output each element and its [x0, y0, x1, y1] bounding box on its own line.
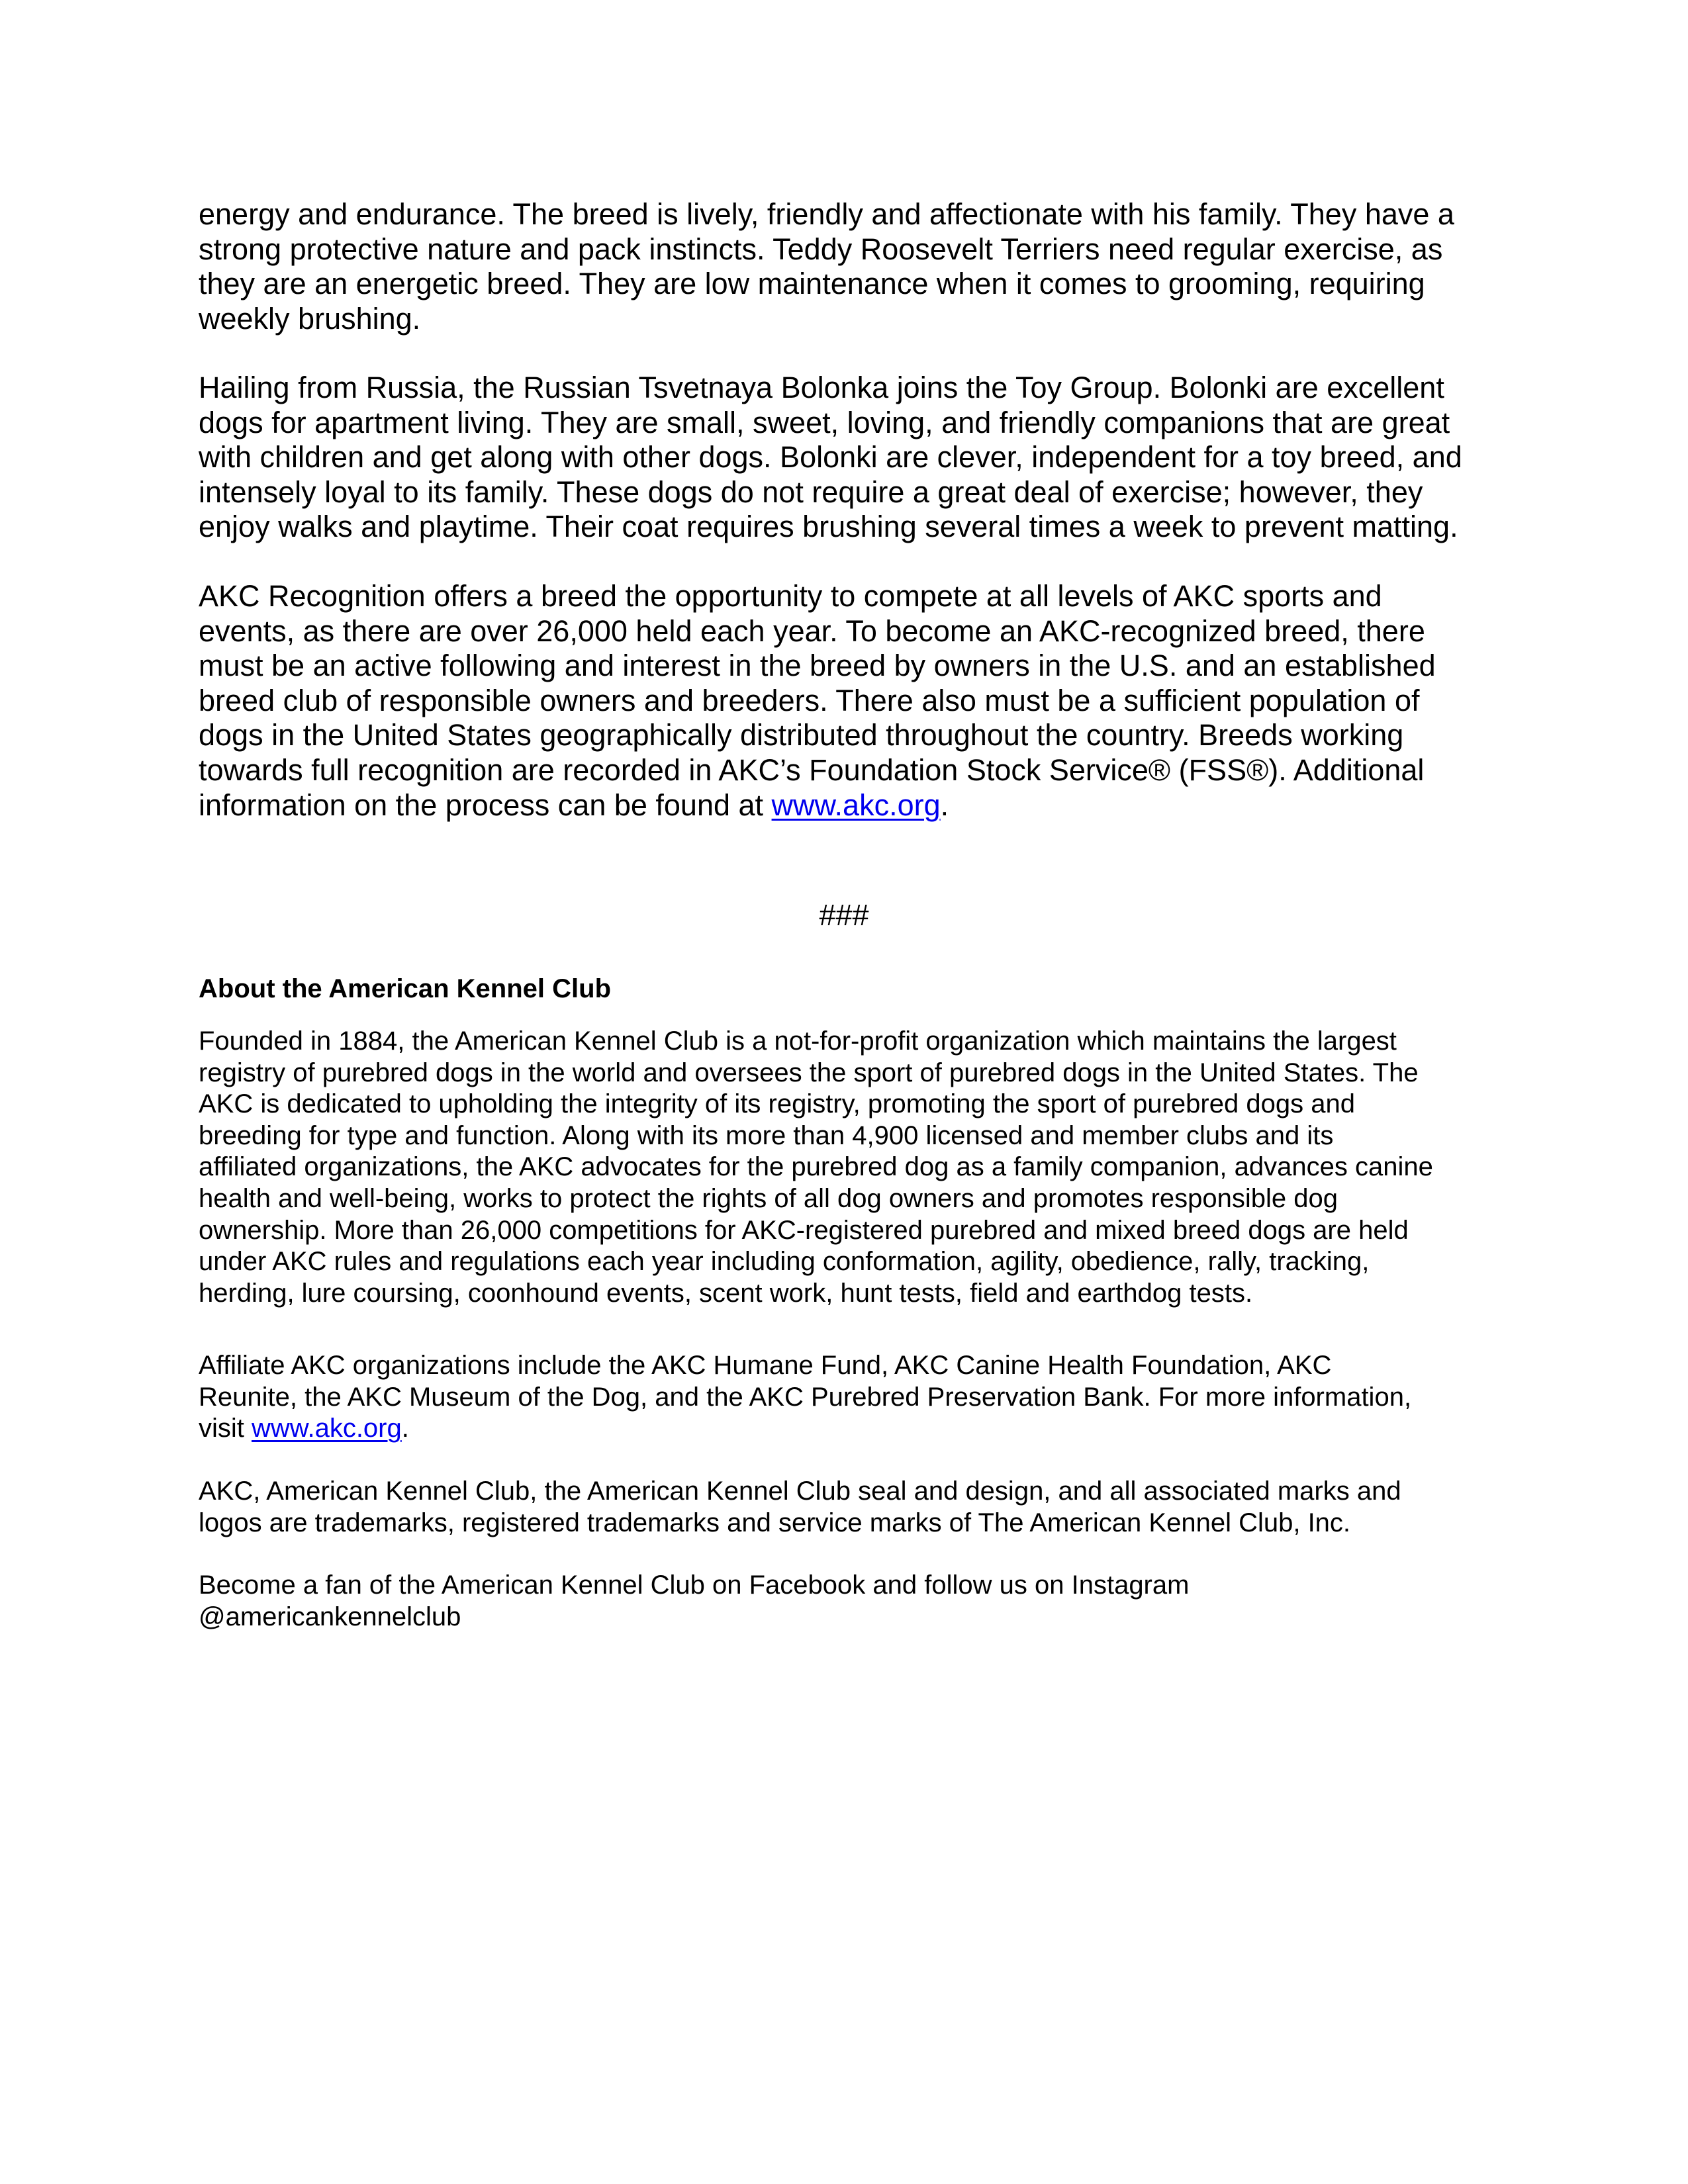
- text-line: breed club of responsible owners and breeders. There also must be a sufficient population of: [199, 683, 1420, 717]
- paragraph-russian-tsvetnaya-bolonka: [199, 371, 1462, 545]
- akc-website-link[interactable]: www.akc.org: [771, 788, 941, 822]
- text-line: towards full recognition are recorded in AKC’s Foundation Stock Service® (FSS®). Additional: [199, 752, 1425, 787]
- text-line: logos are trademarks, registered trademarks and service marks of The American Kennel Club, Inc.: [199, 1508, 1351, 1537]
- text-line: enjoy walks and playtime. Their coat requires brushing several times a week to prevent matting.: [199, 510, 1458, 544]
- paragraph-akc-recognition: [199, 579, 1436, 823]
- text-line: AKC, American Kennel Club, the American Kennel Club seal and design, and all associated marks and: [199, 1477, 1401, 1506]
- paragraph-social: [199, 1570, 1189, 1633]
- text-line: energy and endurance. The breed is lively, friendly and affectionate with his family. They have a: [199, 197, 1454, 231]
- text-segment: .: [940, 788, 949, 822]
- text-line: events, as there are over 26,000 held each year. To become an AKC-recognized breed, there: [199, 614, 1425, 648]
- end-of-release-separator: ###: [819, 898, 869, 932]
- text-line: [199, 1413, 1411, 1445]
- text-line: dogs for apartment living. They are small, sweet, loving, and friendly companions that are great: [199, 405, 1450, 439]
- text-line: under AKC rules and regulations each year including conformation, agility, obedience, rally, tracking,: [199, 1247, 1370, 1277]
- text-line: Reunite, the AKC Museum of the Dog, and the AKC Purebred Preservation Bank. For more information,: [199, 1382, 1412, 1412]
- text-line: Founded in 1884, the American Kennel Club is a not-for-profit organization which maintains the largest: [199, 1026, 1397, 1056]
- text-line: [199, 788, 1436, 823]
- text-line: ownership. More than 26,000 competitions for AKC-registered purebred and mixed breed dogs are held: [199, 1215, 1409, 1245]
- paragraph-trademarks: [199, 1476, 1401, 1539]
- text-line: breeding for type and function. Along with its more than 4,900 licensed and member clubs and its: [199, 1120, 1334, 1150]
- paragraph-about-akc: [199, 1026, 1433, 1309]
- text-line: strong protective nature and pack instincts. Teddy Roosevelt Terriers need regular exercise, as: [199, 232, 1443, 266]
- text-line: herding, lure coursing, coonhound events, scent work, hunt tests, field and earthdog tests.: [199, 1278, 1253, 1308]
- text-line: weekly brushing.: [199, 301, 421, 336]
- text-line: they are an energetic breed. They are low maintenance when it comes to grooming, requiring: [199, 267, 1425, 301]
- text-line: dogs in the United States geographically distributed throughout the country. Breeds working: [199, 718, 1404, 752]
- text-line: AKC Recognition offers a breed the opportunity to compete at all levels of AKC sports and: [199, 579, 1382, 613]
- paragraph-teddy-roosevelt-terrier: [199, 197, 1454, 336]
- text-line: AKC is dedicated to upholding the integrity of its registry, promoting the sport of purebred dogs and: [199, 1089, 1355, 1119]
- text-line: Hailing from Russia, the Russian Tsvetnaya Bolonka joins the Toy Group. Bolonki are excellent: [199, 371, 1444, 404]
- text-line: with children and get along with other dogs. Bolonki are clever, independent for a toy breed, and: [199, 440, 1462, 475]
- text-line: must be an active following and interest in the breed by owners in the U.S. and an established: [199, 649, 1436, 683]
- text-line: affiliated organizations, the AKC advocates for the purebred dog as a family companion, advances canine: [199, 1152, 1433, 1182]
- paragraph-affiliates: [199, 1350, 1411, 1445]
- instagram-handle: @americankennelclub: [199, 1602, 461, 1631]
- text-segment: information on the process can be found at: [199, 788, 772, 822]
- text-line: Become a fan of the American Kennel Club on Facebook and follow us on Instagram: [199, 1570, 1190, 1600]
- text-line: Affiliate AKC organizations include the AKC Humane Fund, AKC Canine Health Foundation, AKC: [199, 1351, 1332, 1380]
- text-segment: .: [401, 1414, 409, 1443]
- text-line: health and well-being, works to protect the rights of all dog owners and promotes responsible dog: [199, 1183, 1338, 1213]
- akc-website-link[interactable]: www.akc.org: [252, 1414, 402, 1443]
- text-segment: visit: [199, 1414, 252, 1443]
- about-heading: About the American Kennel Club: [199, 974, 612, 1003]
- text-line: intensely loyal to its family. These dogs do not require a great deal of exercise; however, they: [199, 475, 1423, 509]
- text-line: registry of purebred dogs in the world and oversees the sport of purebred dogs in the United States. The: [199, 1058, 1419, 1087]
